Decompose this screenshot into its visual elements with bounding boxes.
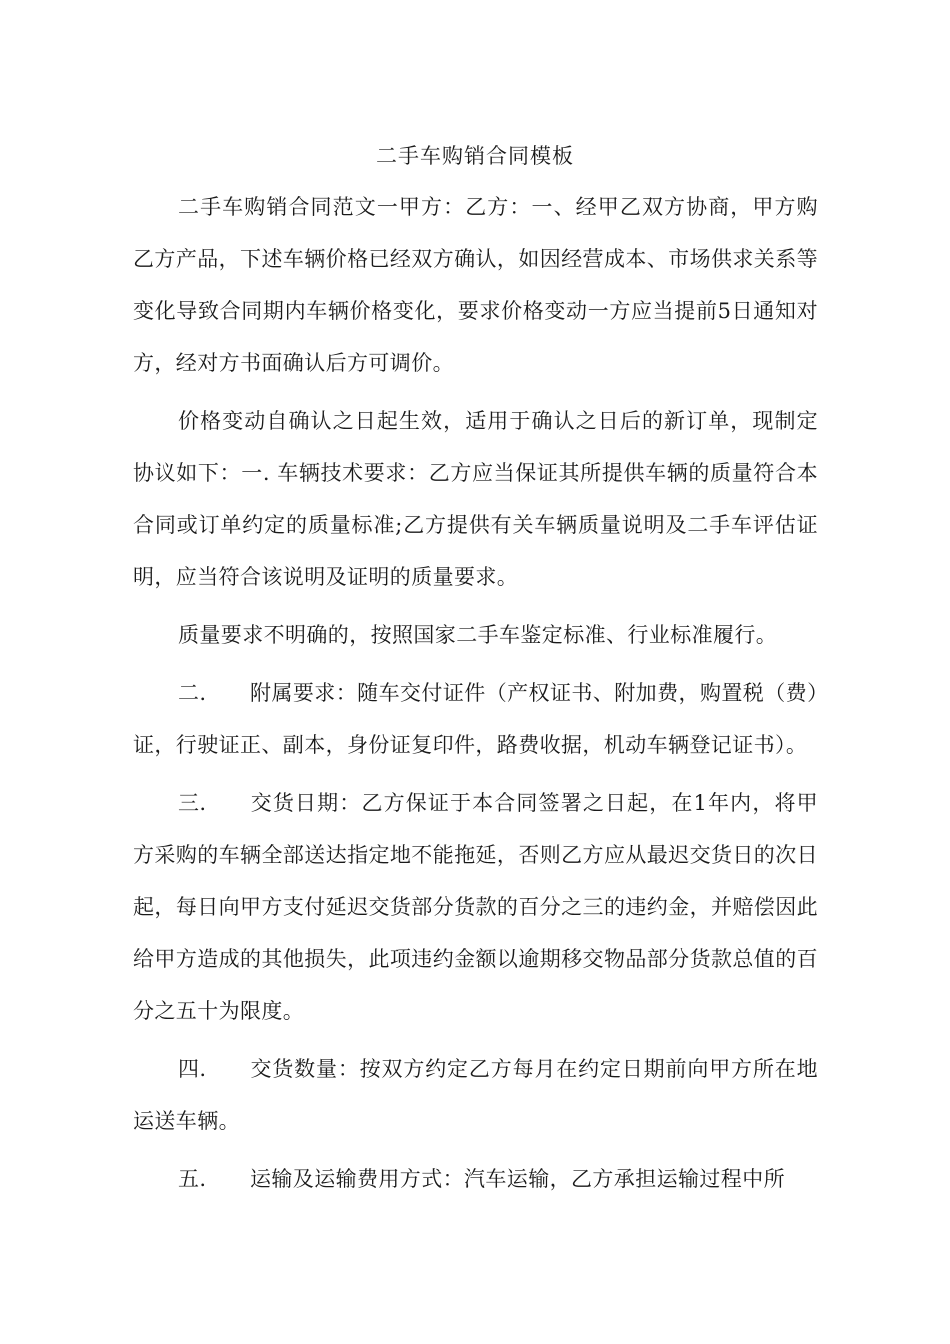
- paragraph: [133, 609, 818, 661]
- document-title: 二手车购销合同模板: [376, 144, 574, 168]
- clause-number: 三.: [178, 791, 207, 815]
- paragraph: [133, 395, 818, 603]
- paragraph: [133, 1153, 818, 1205]
- paragraph: [133, 181, 818, 389]
- paragraph-text: 附属要求：随车交付证件（产权证书、附加费，购置税（费）证，行驶证正、副本，身份证复印件，路费收据，机动车辆登记证书）。: [133, 681, 818, 757]
- clause-number: 二.: [178, 681, 207, 705]
- paragraph-text: 运输及运输费用方式：汽车运输，乙方承担运输过程中所: [250, 1167, 785, 1191]
- clause-number: 五.: [178, 1167, 207, 1191]
- paragraph: [133, 777, 818, 1037]
- paragraph-text: 交货日期：乙方保证于本合同签署之日起，在1年内，将甲方采购的车辆全部送达指定地不能拖延，否则乙方应从最迟交货日的次日起，每日向甲方支付延迟交货部分货款的百分之三的违约金，并赔偿因此给甲方造成的其他损失，此项违约金额以逾期移交物品部分货款总值的百分之五十为限度。: [133, 791, 818, 1023]
- clause-number: 四.: [178, 1057, 207, 1081]
- paragraph-text: 二手车购销合同范文一甲方：乙方：一、经甲乙双方协商，甲方购乙方产品，下述车辆价格已经双方确认，如因经营成本、市场供求关系等变化导致合同期内车辆价格变化，要求价格变动一方应当提前5日通知对方，经对方书面确认后方可调价。: [133, 195, 818, 375]
- paragraph-text: 价格变动自确认之日起生效，适用于确认之日后的新订单，现制定协议如下：一. 车辆技术要求：乙方应当保证其所提供车辆的质量符合本合同或订单约定的质量标准;乙方提供有关车辆质量说明及二手车评估证明，应当符合该说明及证明的质量要求。: [133, 409, 818, 589]
- paragraph-text: 交货数量：按双方约定乙方每月在约定日期前向甲方所在地运送车辆。: [133, 1057, 818, 1133]
- paragraph: [133, 667, 818, 771]
- paragraph: [133, 1043, 818, 1147]
- paragraph-text: 质量要求不明确的，按照国家二手车鉴定标准、行业标准履行。: [178, 623, 778, 647]
- document-body: [133, 181, 818, 1211]
